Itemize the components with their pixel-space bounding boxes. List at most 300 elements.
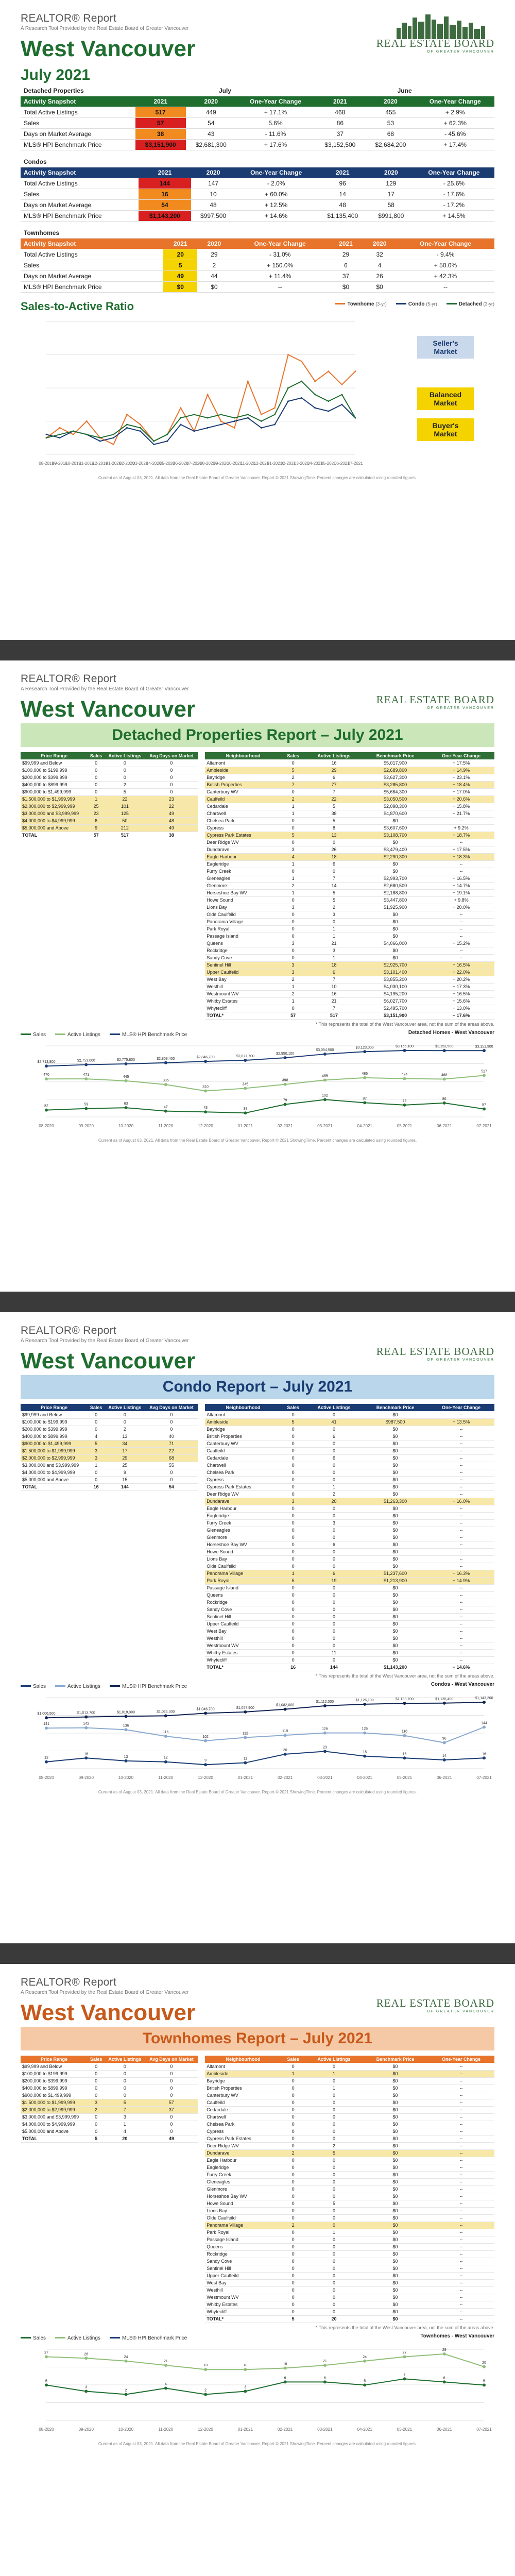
table-cell: + 17.5% [428,759,494,767]
table-cell: 20 [163,249,197,260]
table-cell: Queens [205,940,281,947]
table-cell: $0 [363,2185,428,2193]
month-label: June [315,86,494,96]
table-cell: $0 [363,1490,428,1498]
table-cell: 1 [281,889,305,896]
table-row [205,1642,494,1649]
table-row [205,1519,494,1527]
x-tick-label: 01-2020 [106,461,122,466]
table-cell: $5,017,900 [363,759,428,767]
table-cell: -- [428,1411,494,1418]
townhome-neighbourhood-table [205,2056,494,2323]
x-tick-label: 03-2021 [317,1775,333,1780]
table-row [205,803,494,810]
table-cell: 9 [88,824,105,832]
table-row [205,933,494,940]
table-cell: $0 [363,2171,428,2178]
series-line [46,1096,484,1113]
table-cell: $200,000 to $399,999 [21,1426,88,1433]
table-cell: -- [428,1656,494,1664]
table-cell: + 9.2% [428,824,494,832]
data-label: 76 [402,1099,407,1103]
table-cell: 0 [305,1411,363,1418]
data-point [164,2386,167,2389]
data-point [180,407,181,409]
table-cell: -- [428,1591,494,1599]
table-cell: Olde Caulfeild [205,2214,281,2222]
table-cell: $4,030,100 [363,983,428,990]
table-cell: - 11.6% [236,129,315,140]
data-point [284,1056,287,1059]
table-cell: 0 [281,2142,305,2149]
table-cell: 34 [105,1440,145,1447]
table-cell: 14 [305,882,363,889]
table-row [205,1527,494,1534]
table-cell: $0 [363,2301,428,2308]
table-cell: 68 [365,129,416,140]
table-cell: 0 [281,1563,305,1570]
data-label: 43 [203,1106,208,1110]
data-point [46,434,47,435]
table-cell: -- [428,2070,494,2077]
data-point [443,1077,446,1080]
table-cell: $4,000,000 to $4,999,999 [21,2121,88,2128]
data-label: 2 [125,2388,127,2393]
table-cell: Panorama Village [205,1570,281,1577]
table-cell: 3 [281,1498,305,1505]
table-cell: MLS® HPI Benchmark Price [21,211,139,222]
table-row [21,759,198,767]
table-cell: $0 [363,839,428,846]
col-header: One-Year Change [414,167,494,178]
table-cell: 19 [305,1577,363,1584]
data-point [166,434,168,435]
data-label: 144 [481,1721,487,1725]
table-cell: 0 [305,2106,363,2113]
table-cell: $991,800 [369,211,414,222]
table-cell: $0 [363,2135,428,2142]
col-header: Active Listings [105,2056,145,2063]
city-title: West Vancouver [21,697,196,722]
data-label: 26 [84,2352,89,2356]
col-header: Sales [281,752,305,759]
table-row [205,788,494,795]
table-cell: 0 [281,2250,305,2258]
legend-item: MLS® HPI Benchmark Price [110,2335,187,2341]
data-point [403,2377,406,2380]
table-cell: $4,195,200 [363,990,428,997]
series-line [46,1727,484,1742]
table-cell: $0 [363,1527,428,1534]
table-cell: $0 [363,1548,428,1555]
table-cell: 0 [305,868,363,875]
table-row [21,271,494,282]
table-cell: $0 [363,2149,428,2157]
table-cell: 0 [281,954,305,961]
table-cell: 55 [145,1462,198,1469]
table-cell: 0 [281,1005,305,1012]
table-row [21,1426,198,1433]
table-cell: 16 [88,1483,105,1490]
table-row [205,2315,494,2323]
table-cell: + 14.9% [428,1577,494,1584]
sales-ratio-chart [21,315,433,470]
city-title: West Vancouver [21,36,196,61]
table-cell: $0 [363,2315,428,2323]
table-cell: 0 [305,1462,363,1469]
report-tagline: A Research Tool Provided by the Real Estate Board of Greater Vancouver [21,26,189,31]
data-point [164,1734,167,1737]
table-cell: 0 [281,1469,305,1476]
table-cell: Deer Ridge WV [205,1490,281,1498]
table-cell: + 50.0% [397,260,494,271]
table-cell: $4,000,000 to $4,999,999 [21,817,88,824]
legend-item: MLS® HPI Benchmark Price [110,1032,187,1038]
table-cell: $0 [363,860,428,868]
table-cell: $3,151,900 [363,1012,428,1019]
table-cell: $0 [363,2164,428,2171]
table-row [205,2113,494,2121]
table-row [205,2222,494,2229]
table-cell: Horseshoe Bay WV [205,1541,281,1548]
legend-item: Condo (5-yr) [396,301,437,307]
table-cell: 468 [315,107,365,118]
table-row [21,795,198,803]
table-cell: $0 [363,1541,428,1548]
table-cell: $0 [363,2084,428,2092]
x-tick-label: 04-2021 [357,1775,372,1780]
table-cell: Total Active Listings [21,107,135,118]
data-point [301,397,302,399]
x-tick-label: 07-2021 [348,461,363,466]
col-header: Active Listings [305,752,363,759]
data-point [234,420,235,422]
table-row [21,774,198,781]
table-cell: 5.6% [236,118,315,129]
data-point [99,440,101,442]
table-cell: -- [428,1534,494,1541]
table-cell: -- [428,1447,494,1454]
table-row [205,1570,494,1577]
table-cell: 0 [145,2063,198,2070]
table-cell: 101 [105,803,145,810]
data-label: $1,057,900 [236,1706,254,1710]
data-point [244,2368,247,2371]
table-row [21,1476,198,1483]
data-point [113,434,114,435]
table-cell: Eagleridge [205,1512,281,1519]
table-cell: + 14.9% [428,767,494,774]
data-point [363,1076,366,1079]
x-tick-label: 06-2020 [173,461,188,466]
data-label: 445 [123,1075,129,1079]
table-cell: 5 [88,1440,105,1447]
table-cell: Eagle Harbour [205,853,281,860]
table-cell: -- [428,933,494,940]
table-cell: $0 [363,2157,428,2164]
data-point [204,2393,207,2396]
table-cell: -- [428,1628,494,1635]
table-cell: 0 [305,2185,363,2193]
condo-report-title: Condo Report – July 2021 [21,1375,494,1399]
table-cell: 38 [305,810,363,817]
table-cell: TOTAL [21,2135,88,2142]
data-point [247,414,249,415]
table-cell: 0 [145,1418,198,1426]
band-label: Activity Snapshot [21,239,163,249]
table-cell: $3,151,900 [135,140,186,150]
table-cell: $400,000 to $899,999 [21,2084,88,2092]
table-cell: 0 [281,2229,305,2236]
table-cell: Furry Creek [205,2171,281,2178]
table-cell: -- [428,1555,494,1563]
table-cell: 0 [281,824,305,832]
x-tick-label: 01-2021 [237,1123,253,1128]
table-cell: $200,000 to $399,999 [21,774,88,781]
chart-caption: Townhomes - West Vancouver [420,2333,494,2339]
table-cell: British Properties [205,781,281,788]
table-cell: 0 [305,2113,363,2121]
table-cell: -- [428,1584,494,1591]
data-point [363,1754,366,1757]
table-row [205,1664,494,1671]
x-tick-label: 11-2020 [158,1123,174,1128]
table-cell: - 17.2% [414,200,494,211]
table-cell: Park Royal [205,1577,281,1584]
x-tick-label: 03-2021 [317,2427,333,2432]
data-point [363,2383,366,2386]
data-point [247,417,249,419]
table-cell: 0 [145,788,198,795]
col-header: One-Year Change [428,1404,494,1411]
table-cell: 7 [281,781,305,788]
table-cell: Sandy Cove [205,2258,281,2265]
col-header: 2020 [365,96,416,107]
table-cell: + 16.5% [428,990,494,997]
table-cell: Sentinel Hill [205,2265,281,2272]
report-header [21,12,494,83]
data-point [234,427,235,429]
data-point [314,407,316,409]
table-cell: Cedardale [205,803,281,810]
table-cell: 0 [88,781,105,788]
table-cell: 48 [317,200,369,211]
board-logo [376,1976,494,2019]
data-label: $1,046,700 [196,1707,215,1711]
table-cell: -- [428,817,494,824]
data-label: 16 [84,1752,89,1756]
table-cell: Cypress Park Estates [205,1483,281,1490]
table-cell: $0 [363,1620,428,1628]
table-row [21,1469,198,1476]
table-cell: $0 [363,1469,428,1476]
table-cell: + 60.0% [236,189,317,200]
table-cell: 0 [281,2207,305,2214]
table-cell: 0 [145,781,198,788]
table-cell: 1 [305,2084,363,2092]
table-cell: 0 [88,759,105,767]
table-cell: Cypress [205,824,281,832]
table-cell: -- [428,2171,494,2178]
col-header: Sales [88,752,105,759]
table-cell: 0 [281,1505,305,1512]
table-cell: 48 [191,200,236,211]
table-cell: $0 [363,1606,428,1613]
table-row [205,925,494,933]
table-cell: 0 [281,1656,305,1664]
data-label: 24 [363,2355,367,2359]
table-cell: 16 [139,189,191,200]
data-point [220,414,222,415]
data-point [59,437,61,438]
table-cell: Cypress [205,2128,281,2135]
data-label: $2,775,800 [117,1058,135,1062]
table-row [205,1454,494,1462]
table-cell: -- [428,1469,494,1476]
legend-item: Sales [21,1032,46,1038]
table-row [205,2207,494,2214]
x-tick-label: 04-2021 [357,1123,372,1128]
table-cell: $2,925,700 [363,961,428,969]
table-cell: 0 [145,2077,198,2084]
table-cell: 0 [281,2272,305,2279]
col-header: Price Range [21,1404,88,1411]
table-cell: $5,000,000 and Above [21,1476,88,1483]
table-cell: + 14.6% [428,1664,494,1671]
table-row [205,1541,494,1548]
table-cell: + 18.4% [428,781,494,788]
table-row [205,1433,494,1440]
data-point [363,1101,366,1104]
trend-legend [21,1032,187,1038]
table-row [205,1469,494,1476]
data-point [403,1077,406,1080]
data-point [126,427,128,429]
data-point [363,2359,366,2362]
data-label: 126 [362,1727,368,1731]
table-cell: 0 [281,2157,305,2164]
table-row [21,832,198,839]
table-cell: $2,098,300 [363,803,428,810]
table-cell: 0 [88,1411,105,1418]
table-cell: 4 [281,853,305,860]
data-point [164,2364,167,2367]
page-townhomes [0,1964,515,2576]
table-cell: $0 [363,2214,428,2222]
table-cell: 0 [281,2063,305,2070]
table-row [205,1548,494,1555]
table-row [205,2092,494,2099]
table-row [21,249,494,260]
table-cell: + 42.3% [397,271,494,282]
table-cell: -- [428,2106,494,2113]
table-row [21,803,198,810]
table-row [205,904,494,911]
table-cell: 0 [88,788,105,795]
table-cell: $0 [363,2142,428,2149]
data-point [323,2364,327,2367]
table-cell: Chelsea Park [205,817,281,824]
data-label: $2,877,700 [236,1054,254,1058]
table-cell: 6 [305,1570,363,1577]
table-cell: MLS® HPI Benchmark Price [21,282,163,293]
data-point [244,1710,247,1713]
table-row [205,832,494,839]
data-point [247,381,249,382]
table-cell: -- [428,1490,494,1498]
table-cell: 0 [88,2113,105,2121]
table-row [21,1454,198,1462]
table-cell: $0 [363,1505,428,1512]
series-line [46,1075,484,1091]
data-point [341,394,342,395]
table-cell: Upper Caulfeild [205,2272,281,2279]
col-header: 2020 [191,167,236,178]
table-cell: 2 [197,260,231,271]
data-point [84,1077,88,1080]
data-label: 5 [45,2379,47,2383]
table-cell: Rockridge [205,2250,281,2258]
x-tick-label: 03-2021 [294,461,310,466]
table-row [21,260,494,271]
data-point [301,381,302,382]
data-label: 141 [43,1722,49,1726]
x-tick-label: 10-2020 [118,1123,134,1128]
table-cell: 1 [281,810,305,817]
table-row [205,911,494,918]
data-point [125,1062,128,1065]
table-cell: 0 [281,1541,305,1548]
table-row [205,1490,494,1498]
table-cell: Westhill [205,1635,281,1642]
table-cell: 22 [305,795,363,803]
table-cell: 0 [281,2301,305,2308]
table-cell: 44 [197,271,231,282]
data-point [125,1106,128,1109]
report-header [21,1976,494,2024]
table-cell: 0 [88,1476,105,1483]
x-tick-label: 07-2021 [476,1775,492,1780]
table-cell: Caulfeild [205,1447,281,1454]
table-cell: 3 [88,1454,105,1462]
board-logo [376,12,494,55]
col-header: 2020 [369,167,414,178]
table-cell: + 17.3% [428,983,494,990]
table-row [205,759,494,767]
table-row [205,1418,494,1426]
legend-item: Active Listings [55,1684,100,1689]
data-label: 21 [323,2359,327,2363]
table-row [21,824,198,832]
table-cell: 6 [88,817,105,824]
table-cell: Sandy Cove [205,954,281,961]
table-cell: 0 [281,1584,305,1591]
table-cell: -- [428,1476,494,1483]
data-label: 12 [44,1756,48,1760]
data-point [323,1750,327,1753]
data-point [244,1736,247,1739]
table-cell: $99,999 and Below [21,1411,88,1418]
table-cell: 0 [281,1591,305,1599]
table-cell: 0 [88,2121,105,2128]
data-point [274,407,276,409]
table-cell: 144 [105,1483,145,1490]
table-cell: $0 [363,954,428,961]
table-cell: $900,000 to $1,499,999 [21,788,88,795]
table-cell: 0 [281,1599,305,1606]
table-cell: Deer Ridge WV [205,2142,281,2149]
col-header: 2021 [317,167,369,178]
